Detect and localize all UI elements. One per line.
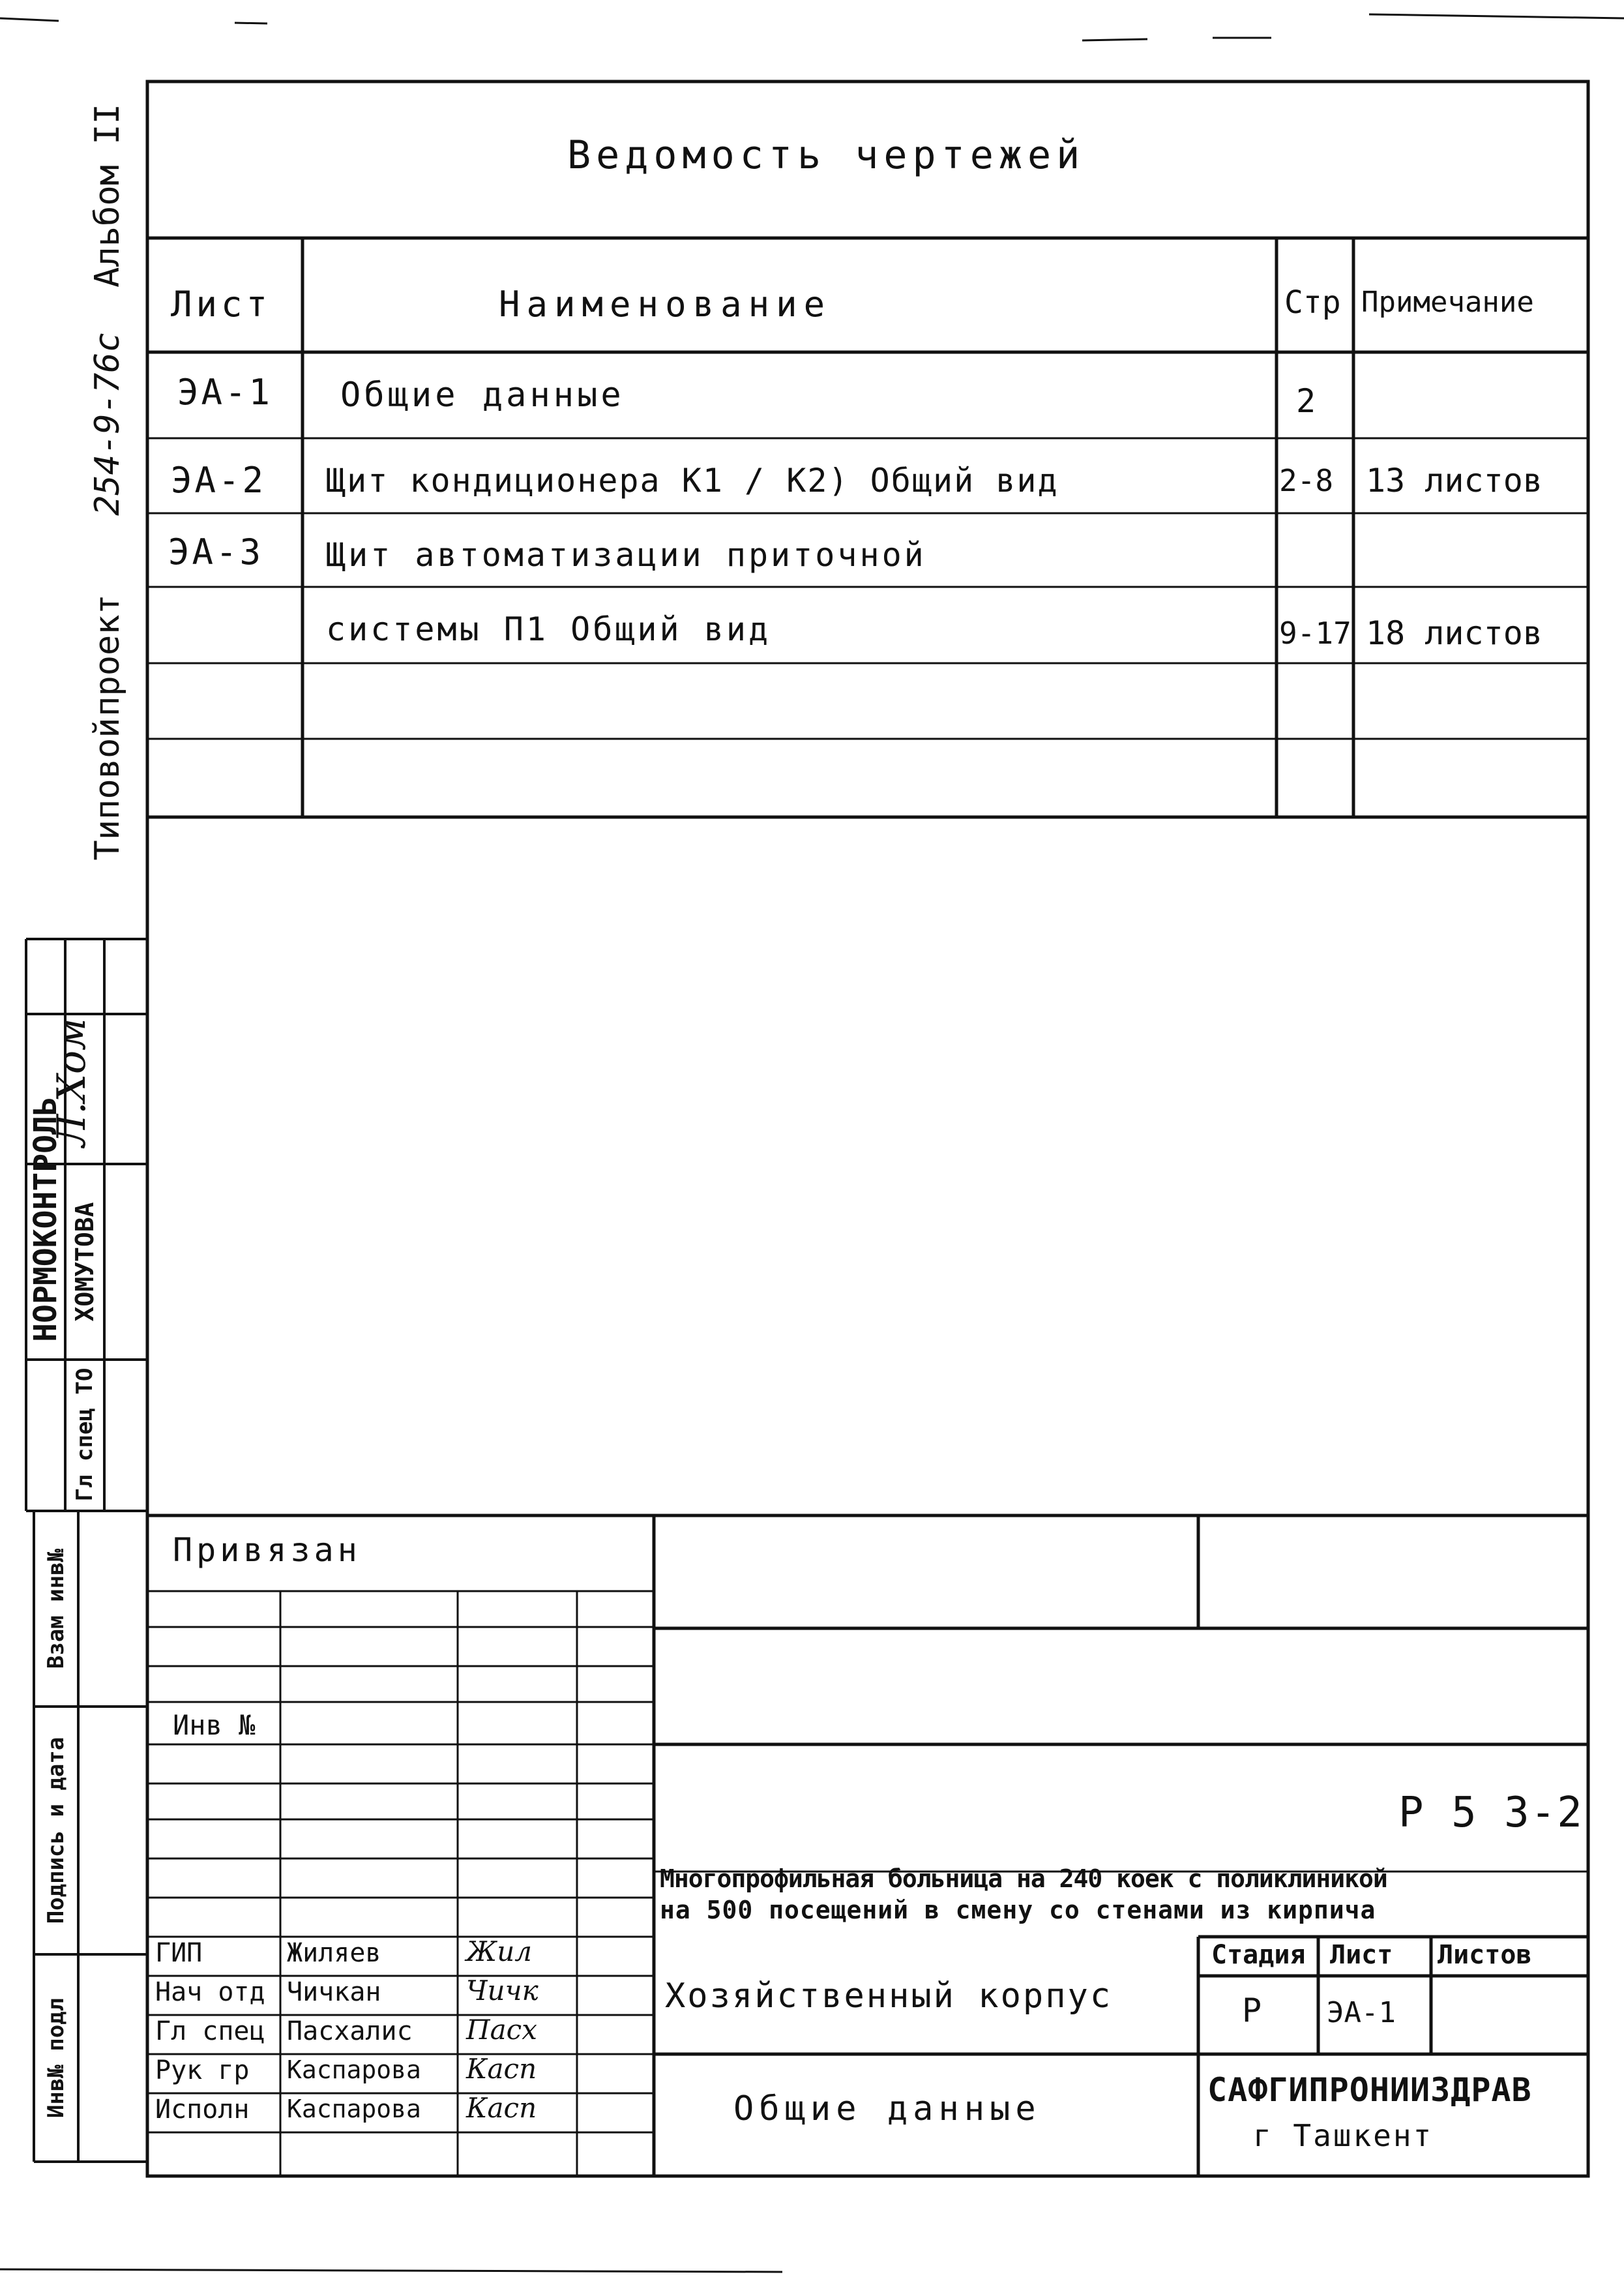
drawing-code: Р 5 3-2 (1398, 1789, 1584, 1837)
stamp-label-replace-inv: Взам инв№ (43, 1548, 69, 1669)
staff-name-4: Каспарова (287, 2055, 421, 2084)
staff-signature-5: Касп (466, 2092, 537, 2124)
inventory-number-label: Инв № (173, 1709, 256, 1741)
building-name: Хозяйственный корпус (665, 1977, 1113, 2016)
staff-name-5: Каспарова (287, 2095, 421, 2123)
album-label: Альбом II (88, 104, 127, 288)
stage-label: Стадия (1211, 1940, 1306, 1970)
staff-role-2: Нач отд (155, 1977, 265, 2007)
staff-name-1: Жиляев (287, 1938, 381, 1968)
header-page: Стр (1284, 284, 1341, 321)
sheets-label: Листов (1438, 1940, 1532, 1970)
staff-signature-4: Касп (466, 2053, 537, 2085)
header-name: Наименование (499, 284, 832, 325)
sheet-title: Общие данные (733, 2089, 1041, 2128)
normokontrol-role: Гл спец ТО (72, 1367, 98, 1502)
staff-role-4: Рук гр (155, 2055, 250, 2085)
normokontrol-name: ХОМУТОВА (70, 1202, 99, 1322)
stamp-label-original-inv: Инв№ подл (43, 1997, 69, 2119)
staff-signature-3: Пасх (466, 2014, 537, 2046)
row-1-name: Общие данные (340, 376, 625, 415)
row-4-page: 9-17 (1279, 616, 1351, 651)
normokontrol-label: НОРМОКОНТРОЛЬ (27, 1097, 64, 1342)
project-word: проект (88, 594, 127, 717)
header-note: Примечание (1361, 286, 1534, 319)
typical-word: Типовой (88, 717, 127, 861)
row-3-sheet: ЭА-3 (168, 531, 264, 573)
staff-signature-1: Жил (466, 1935, 532, 1967)
staff-role-5: Исполн (155, 2095, 250, 2125)
staff-role-1: ГИП (155, 1938, 203, 1968)
staff-name-2: Чичкан (287, 1977, 381, 2007)
row-3-name: Щит автоматизации приточной (326, 536, 926, 574)
normokontrol-signature: Л.Хом (49, 1018, 95, 1147)
stage-value: Р (1242, 1992, 1262, 2029)
tied-label: Привязан (173, 1531, 361, 1569)
sheet-value: ЭА-1 (1327, 1996, 1396, 2029)
row-2-note: 13 листов (1366, 462, 1543, 500)
row-2-page: 2-8 (1279, 463, 1334, 498)
row-2-name: Щит кондиционера К1 / К2) Общий вид (326, 462, 1059, 500)
staff-signature-2: Чичк (466, 1975, 539, 2007)
staff-role-3: Гл спец (155, 2016, 265, 2046)
project-description-line-1: Многопрофильная больница на 240 коек с поликлиникой (660, 1864, 1387, 1893)
organization-name: САФГИПРОНИИЗДРАВ (1207, 2071, 1532, 2109)
organization-city: г Ташкент (1253, 2118, 1434, 2153)
sheet-label: Лист (1330, 1940, 1393, 1970)
project-code: 254-9-76с (88, 332, 127, 516)
row-2-sheet: ЭА-2 (171, 460, 267, 501)
row-1-sheet: ЭА-1 (177, 372, 273, 413)
stamp-label-signature-date: Подпись и дата (43, 1737, 69, 1924)
staff-name-3: Пасхалис (287, 2016, 413, 2046)
header-sheet: Лист (171, 284, 272, 325)
project-description-line-2: на 500 посещений в смену со стенами из кирпича (660, 1896, 1376, 1924)
row-4-name: системы П1 Общий вид (326, 610, 771, 648)
row-1-page: 2 (1296, 382, 1316, 420)
row-4-note: 18 листов (1366, 614, 1543, 652)
sheet-list-title: Ведомость чертежей (567, 132, 1085, 178)
